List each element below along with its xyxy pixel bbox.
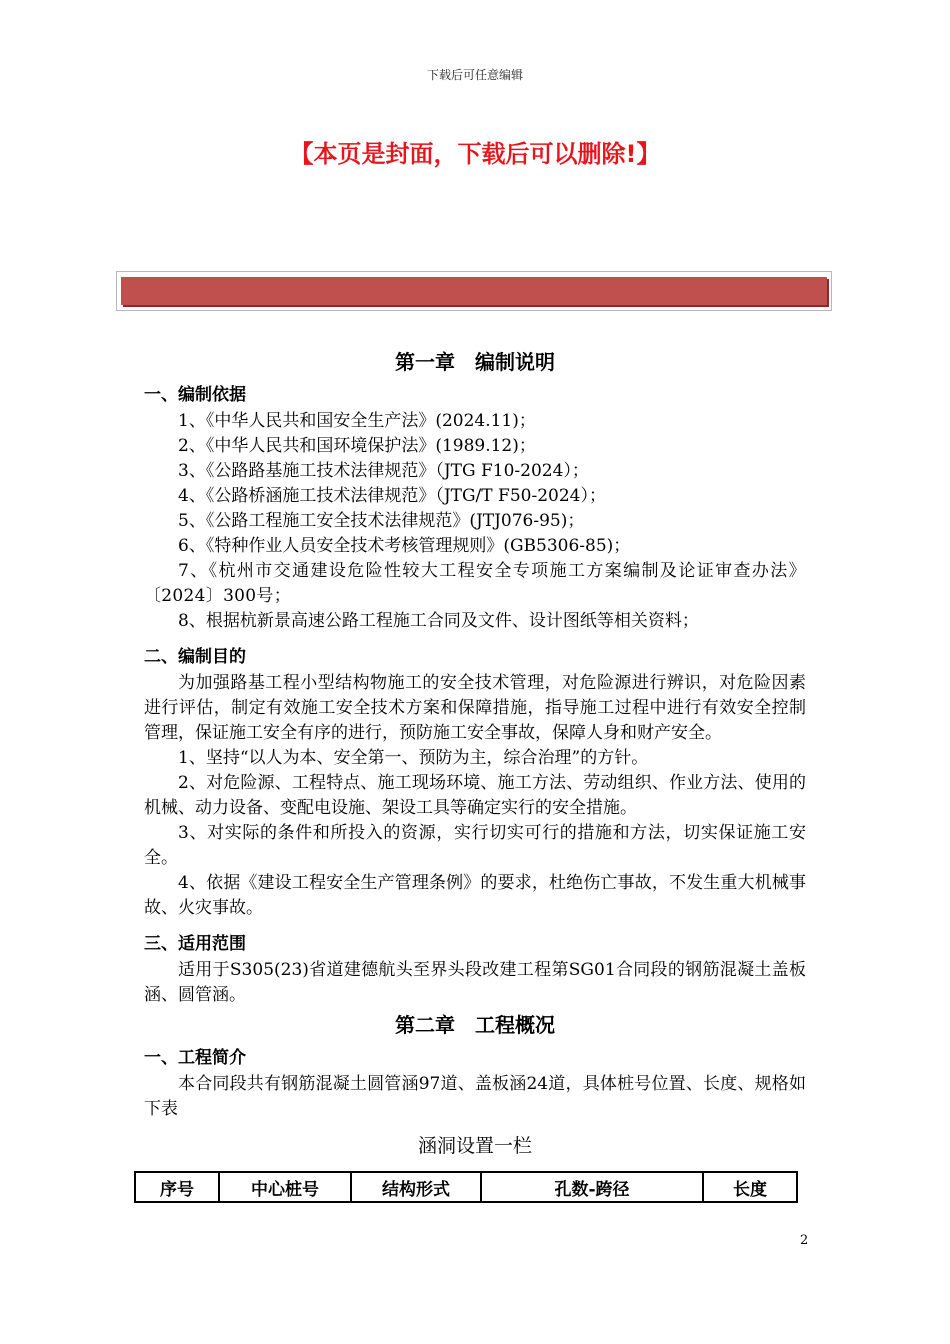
basis-item: 7、《杭州市交通建设危险性较大工程安全专项施工方案编制及论证审查办法》〔2024〕300号； — [144, 561, 806, 606]
column-header: 结构形式 — [351, 1172, 481, 1202]
section-purpose-heading: 二、编制目的 — [144, 647, 246, 667]
purpose-paragraph: 2、对危险源、工程特点、施工现场环境、施工方法、劳动组织、作业方法、使用的机械、动力设备、变配电设施、架设工具等确定实行的安全措施。 — [144, 773, 806, 818]
section-basis-heading: 一、编制依据 — [144, 385, 246, 405]
section-scope-heading: 三、适用范围 — [144, 934, 246, 954]
purpose-paragraph: 为加强路基工程小型结构物施工的安全技术管理，对危险源进行辨识，对危险因素进行评估，制定有效施工安全技术方案和保障措施，指导施工过程中进行有效安全控制管理，保证施工安全有序的进行，预防施工安全事故，保障人身和财产安全。 — [144, 673, 806, 743]
column-header: 中心桩号 — [219, 1172, 351, 1202]
document-body — [144, 345, 806, 1160]
chapter-2-title: 第二章 工程概况 — [395, 1013, 555, 1037]
column-header: 序号 — [135, 1172, 219, 1202]
table-caption: 涵洞设置一栏 — [417, 1135, 532, 1157]
basis-item: 1、《中华人民共和国安全生产法》(2024.11)； — [178, 411, 536, 431]
section-intro-heading: 一、工程简介 — [144, 1048, 246, 1068]
basis-item: 8、根据杭新景高速公路工程施工合同及文件、设计图纸等相关资料； — [178, 611, 699, 631]
chapter-1-title: 第一章 编制说明 — [395, 350, 555, 374]
basis-item: 2、《中华人民共和国环境保护法》(1989.12)； — [178, 436, 536, 456]
purpose-paragraph: 3、对实际的条件和所投入的资源，实行切实可行的措施和方法，切实保证施工安全。 — [144, 823, 806, 868]
header-note: 下载后可任意编辑 — [426, 68, 523, 82]
banner-bar — [121, 277, 827, 305]
scope-paragraph: 适用于S305(23)省道建德航头至界头段改建工程第SG01合同段的钢筋混凝土盖板涵、圆管涵。 — [144, 960, 806, 1005]
culvert-table — [134, 1171, 798, 1203]
basis-item: 3、《公路路基施工技术法律规范》（JTG F10-2024）； — [178, 461, 589, 481]
intro-paragraph: 本合同段共有钢筋混凝土圆管涵97道、盖板涵24道，具体桩号位置、长度、规格如下表 — [144, 1074, 806, 1119]
basis-item: 4、《公路桥涵施工技术法律规范》（JTG/T F50-2024）； — [178, 486, 606, 506]
purpose-paragraph: 4、依据《建设工程安全生产管理条例》的要求，杜绝伤亡事故，不发生重大机械事故、火灾事故。 — [144, 873, 806, 918]
column-header: 孔数-跨径 — [481, 1172, 703, 1202]
cover-notice: 【本页是封面，下载后可以删除!】 — [289, 140, 661, 168]
decorative-banner — [116, 271, 832, 311]
basis-item: 5、《公路工程施工安全技术法律规范》(JTJ076-95)； — [178, 511, 585, 531]
page-number: 2 — [800, 1233, 809, 1248]
purpose-paragraph: 1、坚持“以人为本、安全第一、预防为主，综合治理”的方针。 — [178, 748, 649, 768]
basis-list — [144, 409, 806, 634]
basis-item: 6、《特种作业人员安全技术考核管理规则》(GB5306-85)； — [178, 536, 631, 556]
column-header: 长度 — [703, 1172, 797, 1202]
table-header-row — [135, 1172, 797, 1202]
